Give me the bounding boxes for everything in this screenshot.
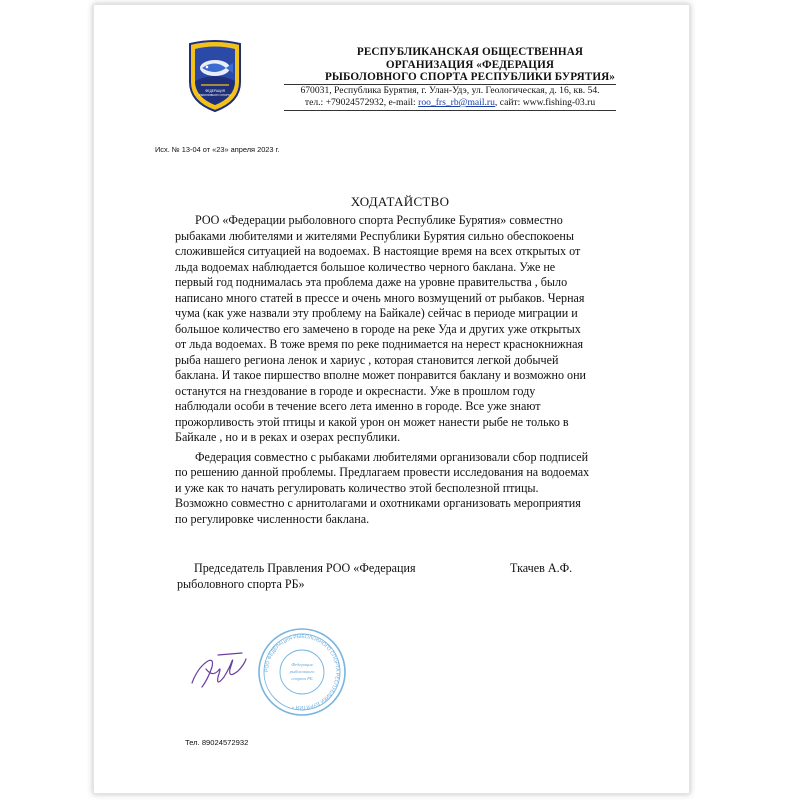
svg-text:РЫБОЛОВНОГО СПОРТА: РЫБОЛОВНОГО СПОРТА (199, 94, 231, 97)
federation-logo (186, 38, 244, 113)
organization-stamp (256, 626, 348, 718)
position-line: Председатель Правления РОО «Федерация (194, 561, 416, 575)
body-paragraph: Федерация совместно с рыбаками любителями организовали сбор подписей по решению данной проблемы. Предлагаем провести исследования на водоемах и уже как то начать регулировать количество этой бесполезной птицы. Возможно совместно с арнитолагами и охотниками организовать мероприятия по регулировке численности баклана. (175, 449, 590, 526)
contacts-line (284, 97, 616, 109)
handwritten-signature (188, 647, 250, 695)
org-name-line: ОРГАНИЗАЦИЯ «ФЕДЕРАЦИЯ (385, 58, 555, 71)
letterhead-rule-bottom (284, 110, 616, 111)
org-name-line: РЫБОЛОВНОГО СПОРТА РЕСПУБЛИКИ БУРЯТИЯ» (324, 71, 616, 84)
body-paragraph: РОО «Федерации рыболовного спорта Республике Бурятия» совместно рыбаками любителями и жителями Республики Бурятия сильно обеспокоены сложившейся ситуацией на водоемах. В настоящие время на всех открытых от льда водоемах наблюдается большое количество черного баклана. Уже не первый год поднималась эта проблема даже на уровне правительства , было написано много статей в прессе и очень много возмущений от рыбаков. Черная чума (как уже назвали эту проблему на Байкале) сейчас в периоде миграции и большое количество его замечено в городе на реке Уда и других уже открытых от льда водоемах. В тоже время по реке поднимается на нерест краснокнижная рыба нашего региона ленок и хариус , которая становится легкой добычей баклана. И такое пиршество вполне может понравится баклану и возможно они останутся на гнездование в городе и окреснасти. Уже в прошлом году наблюдали особи в течение всего лета именно в городе. Все уже знают прожорливость этой птицы и какой урон он может нанести рыбе не только в Байкале , но и в реках и озерах республики. (175, 213, 587, 444)
svg-text:ФЕДЕРАЦИЯ: ФЕДЕРАЦИЯ (205, 89, 225, 93)
address-line: 670031, Республика Бурятия, г. Улан-Удэ, ул. Геологическая, д. 16, кв. 54. (300, 85, 600, 96)
signatory-name: Ткачев А.Ф. (510, 561, 573, 575)
signatory-position (177, 561, 416, 592)
svg-text:РОО ФЕДЕРАЦИЯ РЫБОЛОВНОГО СПОР: РОО ФЕДЕРАЦИЯ РЫБОЛОВНОГО СПОРТА РЕСПУБЛИКИ БУРЯТИЯ * (263, 633, 341, 711)
letter-body (175, 213, 631, 527)
org-name-line: РЕСПУБЛИКАНСКАЯ ОБЩЕСТВЕННАЯ (356, 46, 584, 58)
outgoing-reference: Исх. № 13-04 от «23» апреля 2023 г. (155, 145, 280, 154)
document-title: ХОДАТАЙСТВО (350, 194, 450, 209)
svg-text:Федерация: Федерация (291, 662, 313, 667)
email-link[interactable]: roo_frs_rb@mail.ru (418, 97, 495, 108)
organization-name (300, 46, 640, 84)
address-block (284, 85, 616, 109)
position-line: рыболовного спорта РБ» (177, 576, 305, 591)
site-text: , сайт: www.fishing-03.ru (494, 97, 596, 108)
phone-label: тел.: +79024572932, e-mail: (304, 97, 419, 108)
footer-phone: Тел. 89024572932 (185, 738, 249, 747)
svg-text:спорта РБ: спорта РБ (291, 676, 313, 681)
svg-text:рыболовного: рыболовного (289, 669, 315, 674)
